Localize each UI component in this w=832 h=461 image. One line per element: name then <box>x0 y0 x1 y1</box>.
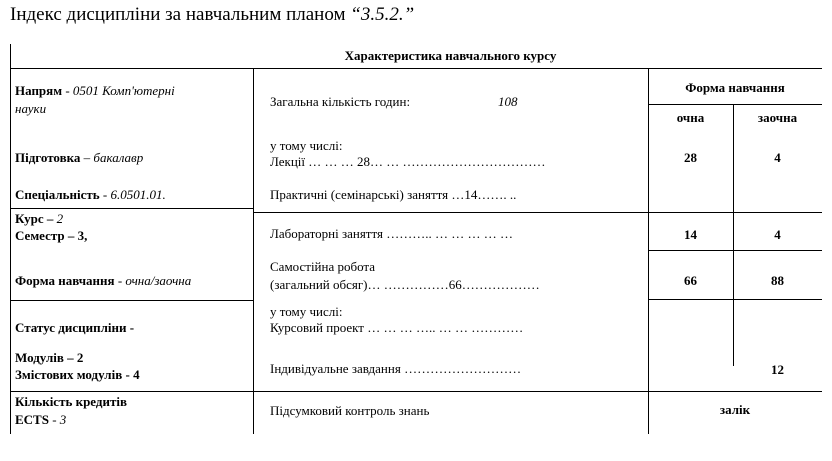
content-modules-count: Змістових модулів - 4 <box>15 367 140 382</box>
study-form-header: Форма навчання <box>685 80 785 95</box>
full-time-header: очна <box>676 110 705 125</box>
direction-line <box>15 83 175 99</box>
specialty-label: Спеціальність <box>15 187 100 202</box>
course-value: 2 <box>53 211 64 226</box>
training-value: – бакалавр <box>83 150 144 165</box>
table-row-divider <box>648 250 822 251</box>
lab-part-time: 4 <box>774 227 781 242</box>
modules-count: Модулів – 2 <box>15 350 84 365</box>
table-header: Характеристика навчального курсу <box>344 48 557 63</box>
study-form-label: Форма навчання <box>15 273 115 288</box>
final-control-line: Підсумковий контроль знань <box>270 403 430 418</box>
lab-full-time: 14 <box>684 227 697 242</box>
final-control-value: залік <box>719 402 751 417</box>
credits-line: Кількість кредитів <box>15 394 127 409</box>
direction-value-cont: науки <box>15 101 47 116</box>
self-study-total-line: (загальний обсяг)… ……………66……………… <box>270 277 540 292</box>
table-row-divider <box>10 208 253 209</box>
lectures-full-time: 28 <box>684 150 697 165</box>
ects-label: ECTS <box>15 412 49 427</box>
table-row-divider <box>648 104 822 105</box>
specialty-line <box>15 187 166 203</box>
discipline-index: “3.5.2.” <box>350 4 415 25</box>
self-study-full-time: 66 <box>684 273 697 288</box>
course-characteristics-table <box>10 44 822 434</box>
ects-value: - 3 <box>48 412 67 427</box>
self-study-part-time: 88 <box>771 273 784 288</box>
table-row-divider <box>10 391 822 392</box>
total-hours-label: Загальна кількість годин: <box>270 94 411 109</box>
ects-line <box>15 412 66 428</box>
table-row-divider <box>253 212 822 213</box>
individual-task-line: Індивідуальне завдання ……………………… <box>270 361 522 376</box>
practical-line: Практичні (семінарські) заняття …14……. .. <box>270 187 517 202</box>
study-form-line <box>15 273 191 289</box>
page-title <box>10 4 414 26</box>
direction-value: - 0501 Комп'ютерні <box>65 83 175 98</box>
individual-part-time: 12 <box>771 362 784 377</box>
training-label: Підготовка <box>15 150 81 165</box>
total-hours-value: 108 <box>498 94 518 109</box>
study-form-value: - очна/заочна <box>114 273 192 288</box>
lab-line: Лабораторні заняття ……….. … … … … … <box>270 226 513 241</box>
table-row-divider <box>10 300 253 301</box>
lectures-part-time: 4 <box>774 150 781 165</box>
including-label: у тому числі: <box>270 138 343 153</box>
table-left-border <box>10 44 11 434</box>
including-label-2: у тому числі: <box>270 304 343 319</box>
part-time-header: заочна <box>757 110 798 125</box>
discipline-status: Статус дисципліни - <box>15 320 135 335</box>
course-project-line: Курсовий проект … … … ….. … … ………… <box>270 320 524 335</box>
self-study-line: Самостійна робота <box>270 259 376 274</box>
course-label: Курс – <box>15 211 54 226</box>
direction-label: Напрям <box>15 83 63 98</box>
lectures-line: Лекції … … … 28… … …………………………… <box>270 154 546 169</box>
table-header-divider <box>10 68 822 69</box>
specialty-value: - 6.0501.01. <box>102 187 166 202</box>
course-line <box>15 211 63 227</box>
table-column-divider-1 <box>253 68 254 434</box>
table-row-divider <box>648 299 822 300</box>
title-prefix: Індекс дисципліни за навчальним планом <box>10 4 346 25</box>
training-line <box>15 150 143 166</box>
semester-line: Семестр – 3, <box>15 228 88 243</box>
